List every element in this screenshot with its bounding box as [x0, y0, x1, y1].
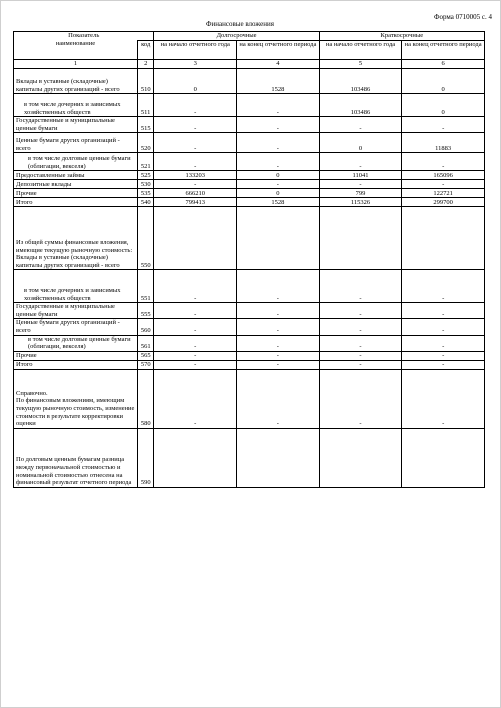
row-value: 0 [319, 133, 402, 153]
market-heading-row [14, 207, 485, 270]
row-value: 115326 [319, 198, 402, 207]
table-row [14, 360, 485, 369]
row-value: - [237, 153, 320, 171]
row-value: - [154, 153, 237, 171]
market-heading-cell [14, 207, 138, 270]
reference-row-580 [14, 369, 485, 428]
row-name: в том числе дочерних и зависимых хозяйственных обществ [14, 270, 138, 303]
header-indicator: Показатель [68, 32, 100, 39]
table-row [14, 94, 485, 117]
row-value: - [237, 369, 320, 428]
row-value: - [237, 133, 320, 153]
row-value: - [154, 319, 237, 335]
row-value: 1528 [237, 69, 320, 94]
row-value: - [319, 270, 402, 303]
row-name: в том числе дочерних и зависимых хозяйственных обществ [14, 94, 138, 117]
table-row [14, 153, 485, 171]
reference-row-590 [14, 428, 485, 487]
column-number: 3 [154, 60, 237, 69]
row-value [319, 428, 402, 487]
row-value: - [319, 369, 402, 428]
row-value: - [402, 153, 485, 171]
row-code: 535 [137, 189, 154, 198]
header-short-start: на начало отчетного года [325, 40, 396, 48]
row-value: - [319, 319, 402, 335]
row-value: - [237, 180, 320, 189]
form-label: Форма 0710005 с. 4 [433, 13, 492, 21]
row-value: 122721 [402, 189, 485, 198]
table-row [14, 351, 485, 360]
header-short-end: на конец отчетного периода [404, 40, 482, 48]
row-value: - [402, 303, 485, 319]
header-row-groups [14, 32, 485, 41]
row-value: 103486 [319, 94, 402, 117]
row-value: 666210 [154, 189, 237, 198]
column-number: 2 [137, 60, 154, 69]
row-code: 580 [137, 369, 154, 428]
market-heading: Из общей суммы финансовые вложения, имеющие текущую рыночную стоимость: [16, 238, 133, 254]
financial-investments-table [13, 31, 485, 488]
row-value: - [154, 180, 237, 189]
row-value [237, 428, 320, 487]
table-row [14, 270, 485, 303]
row-value: - [402, 117, 485, 133]
reference-row2-name: По долговым ценным бумагам разница между первоначальной стоимостью и номинальной стоимостью отнесена на финансовый результат отчетного периода [14, 428, 138, 487]
row-value: - [319, 351, 402, 360]
row-code: 540 [137, 198, 154, 207]
row-value: - [154, 303, 237, 319]
row-code: 560 [137, 319, 154, 335]
row-value: - [237, 351, 320, 360]
row-value: 0 [237, 171, 320, 180]
row-value: 11883 [402, 133, 485, 153]
row-value: 0 [237, 189, 320, 198]
row-name: Вклады в уставные (складочные) капиталы других организаций - всего [14, 69, 138, 94]
row-value: - [402, 360, 485, 369]
row-code: 521 [137, 153, 154, 171]
row-code: 511 [137, 94, 154, 117]
row-value: 11041 [319, 171, 402, 180]
row-value: - [154, 369, 237, 428]
row-value: 103486 [319, 69, 402, 94]
table-row [14, 117, 485, 133]
row-value [402, 207, 485, 270]
row-value: - [237, 303, 320, 319]
row-code: 550 [137, 207, 154, 270]
row-name: в том числе долговые ценные бумаги (облигации, векселя) [14, 153, 138, 171]
row-code: 530 [137, 180, 154, 189]
row-value [154, 207, 237, 270]
row-value: - [402, 270, 485, 303]
row-value: - [402, 319, 485, 335]
row-value: - [154, 94, 237, 117]
header-code: код [141, 40, 151, 48]
row-code: 515 [137, 117, 154, 133]
row-value: - [154, 117, 237, 133]
row-value: 165096 [402, 171, 485, 180]
table-row [14, 319, 485, 335]
row-value: 1528 [237, 198, 320, 207]
row-value: - [402, 335, 485, 351]
row-code: 565 [137, 351, 154, 360]
header-long-start: на начало отчетного года [160, 40, 230, 48]
row-value: - [402, 351, 485, 360]
row-value [402, 428, 485, 487]
row-name: Государственные и муниципальные ценные бумаги [14, 117, 138, 133]
row-name: Ценные бумаги других организаций - всего [14, 133, 138, 153]
row-code: 520 [137, 133, 154, 153]
header-short-term: Краткосрочные [380, 32, 424, 39]
table-title: Финансовые вложения [206, 20, 274, 28]
row-code: 525 [137, 171, 154, 180]
row-value: 299700 [402, 198, 485, 207]
row-name: Предоставленные займы [14, 171, 138, 180]
row-value: - [402, 369, 485, 428]
row-name: Итого [14, 198, 138, 207]
reference-row1-name: По финансовым вложениям, имеющим текущую рыночную стоимость, изменение стоимости в результате корректировки оценки [16, 397, 135, 428]
row-value: - [319, 303, 402, 319]
row-value: - [154, 133, 237, 153]
row-value: - [154, 360, 237, 369]
row-value: - [319, 335, 402, 351]
row-value: 0 [154, 69, 237, 94]
reference-heading: Справочно. [16, 389, 48, 397]
row-value: - [237, 270, 320, 303]
header-long-end: на конец отчетного периода [239, 40, 317, 48]
reference-name-cell [14, 369, 138, 428]
header-row-subs [14, 40, 485, 60]
table-row [14, 189, 485, 198]
row-name: в том числе долговые ценные бумаги (облигации, векселя) [14, 335, 138, 351]
row-value: - [319, 153, 402, 171]
row-value: - [402, 180, 485, 189]
row-value: 799 [319, 189, 402, 198]
row-value [237, 207, 320, 270]
row-name: Ценные бумаги других организаций - всего [14, 319, 138, 335]
row-value [154, 428, 237, 487]
table-row [14, 171, 485, 180]
table-row [14, 69, 485, 94]
row-name: Прочие [14, 189, 138, 198]
row-value: - [319, 180, 402, 189]
row-value: - [237, 360, 320, 369]
row-value: - [237, 94, 320, 117]
column-number: 6 [402, 60, 485, 69]
row-value: 133203 [154, 171, 237, 180]
column-number: 5 [319, 60, 402, 69]
column-number: 4 [237, 60, 320, 69]
row-code: 590 [137, 428, 154, 487]
row-code: 551 [137, 270, 154, 303]
row-value: 0 [402, 94, 485, 117]
row-code: 555 [137, 303, 154, 319]
table-row [14, 180, 485, 189]
column-numbers-row [14, 60, 485, 69]
row-value: - [319, 117, 402, 133]
row-code: 561 [137, 335, 154, 351]
row-name: Депозитные вклады [14, 180, 138, 189]
row-code: 570 [137, 360, 154, 369]
header-name: наименование [55, 40, 96, 48]
table-row [14, 198, 485, 207]
row-value: - [237, 335, 320, 351]
row-value: - [237, 319, 320, 335]
row-value: - [319, 360, 402, 369]
row-name: Государственные и муниципальные ценные бумаги [14, 303, 138, 319]
table-row [14, 133, 485, 153]
market-first-name: Вклады в уставные (складочные) капиталы других организаций - всего [16, 254, 120, 269]
row-value: - [154, 335, 237, 351]
row-value [319, 207, 402, 270]
row-name: Итого [14, 360, 138, 369]
row-value: 0 [402, 69, 485, 94]
table-row [14, 335, 485, 351]
row-value: - [237, 117, 320, 133]
header-long-term: Долгосрочные [216, 32, 257, 39]
row-value: - [154, 351, 237, 360]
table-row [14, 303, 485, 319]
row-value: 799413 [154, 198, 237, 207]
row-name: Прочие [14, 351, 138, 360]
row-code: 510 [137, 69, 154, 94]
row-value: - [154, 270, 237, 303]
column-number: 1 [14, 60, 138, 69]
